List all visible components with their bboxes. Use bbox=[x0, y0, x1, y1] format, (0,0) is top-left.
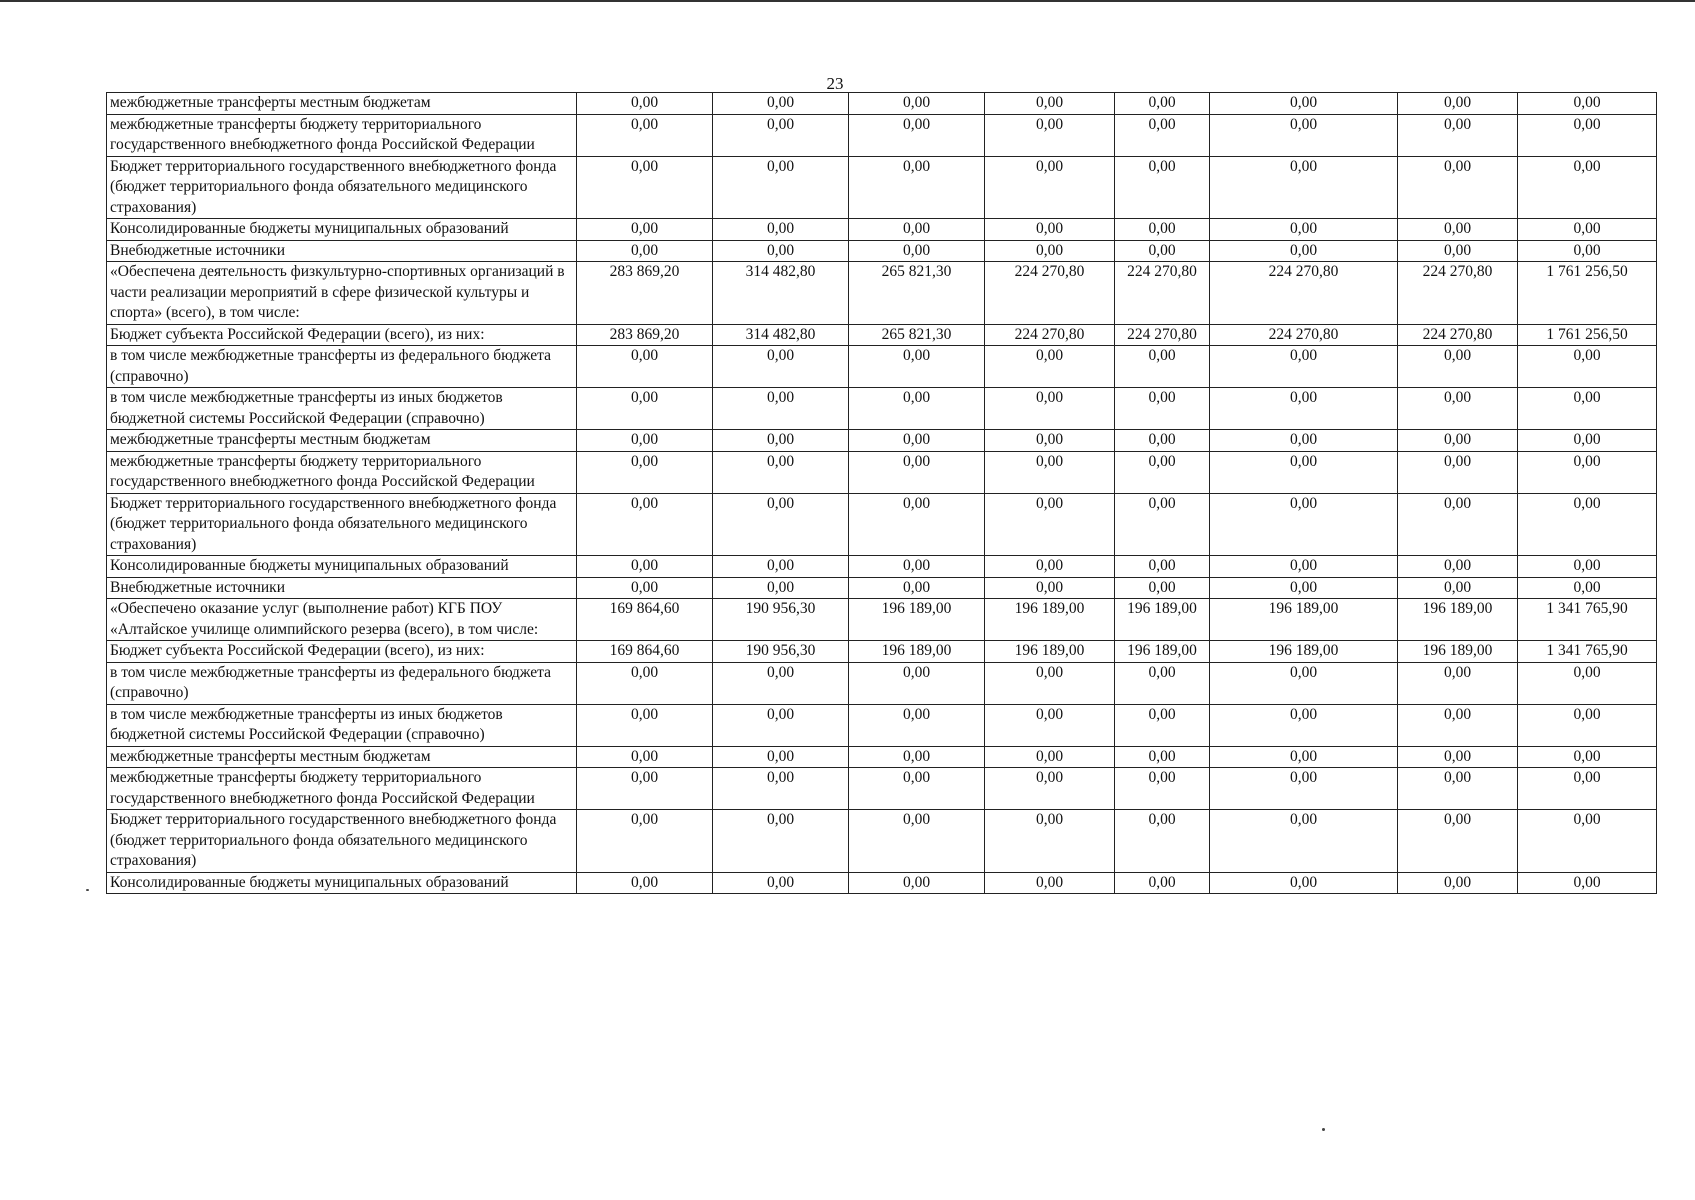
value-cell: 0,00 bbox=[985, 114, 1115, 156]
value-cell: 0,00 bbox=[1398, 156, 1518, 219]
value-cell: 0,00 bbox=[849, 662, 985, 704]
value-cell: 0,00 bbox=[1210, 430, 1398, 452]
table-row bbox=[107, 156, 1657, 219]
value-cell: 0,00 bbox=[1210, 704, 1398, 746]
value-cell: 0,00 bbox=[1210, 662, 1398, 704]
value-cell: 224 270,80 bbox=[1398, 262, 1518, 325]
value-cell: 0,00 bbox=[985, 219, 1115, 241]
value-cell: 0,00 bbox=[1115, 114, 1210, 156]
value-cell: 0,00 bbox=[1115, 704, 1210, 746]
row-label: в том числе межбюджетные трансферты из иных бюджетов бюджетной системы Российской Федерации (справочно) bbox=[107, 704, 577, 746]
value-cell: 0,00 bbox=[1518, 219, 1657, 241]
value-cell: 196 189,00 bbox=[1398, 641, 1518, 663]
scan-top-border bbox=[0, 0, 1695, 2]
value-cell: 224 270,80 bbox=[1210, 262, 1398, 325]
value-cell: 0,00 bbox=[1210, 556, 1398, 578]
value-cell: 0,00 bbox=[849, 810, 985, 873]
value-cell: 0,00 bbox=[985, 872, 1115, 894]
value-cell: 265 821,30 bbox=[849, 262, 985, 325]
value-cell: 1 761 256,50 bbox=[1518, 262, 1657, 325]
value-cell: 0,00 bbox=[1115, 556, 1210, 578]
value-cell: 0,00 bbox=[1518, 388, 1657, 430]
value-cell: 0,00 bbox=[1210, 346, 1398, 388]
value-cell: 0,00 bbox=[849, 93, 985, 115]
value-cell: 0,00 bbox=[1518, 872, 1657, 894]
value-cell: 0,00 bbox=[1518, 114, 1657, 156]
row-label: межбюджетные трансферты бюджету территориального государственного внебюджетного фонда Российской Федерации bbox=[107, 451, 577, 493]
value-cell: 0,00 bbox=[1210, 451, 1398, 493]
value-cell: 0,00 bbox=[1398, 872, 1518, 894]
value-cell: 0,00 bbox=[985, 810, 1115, 873]
table-row bbox=[107, 493, 1657, 556]
table-row bbox=[107, 324, 1657, 346]
row-label: в том числе межбюджетные трансферты из иных бюджетов бюджетной системы Российской Федерации (справочно) bbox=[107, 388, 577, 430]
value-cell: 169 864,60 bbox=[577, 641, 713, 663]
value-cell: 0,00 bbox=[985, 493, 1115, 556]
table-row bbox=[107, 556, 1657, 578]
value-cell: 0,00 bbox=[985, 451, 1115, 493]
value-cell: 0,00 bbox=[985, 430, 1115, 452]
page-number: 23 bbox=[826, 74, 844, 93]
value-cell: 0,00 bbox=[1518, 240, 1657, 262]
value-cell: 0,00 bbox=[713, 810, 849, 873]
value-cell: 224 270,80 bbox=[1115, 262, 1210, 325]
value-cell: 283 869,20 bbox=[577, 324, 713, 346]
value-cell: 0,00 bbox=[985, 556, 1115, 578]
value-cell: 0,00 bbox=[849, 493, 985, 556]
value-cell: 196 189,00 bbox=[849, 641, 985, 663]
row-label: Консолидированные бюджеты муниципальных образований bbox=[107, 219, 577, 241]
value-cell: 196 189,00 bbox=[1210, 599, 1398, 641]
value-cell: 0,00 bbox=[713, 114, 849, 156]
row-label: межбюджетные трансферты местным бюджетам bbox=[107, 93, 577, 115]
value-cell: 0,00 bbox=[713, 746, 849, 768]
value-cell: 0,00 bbox=[1115, 810, 1210, 873]
value-cell: 0,00 bbox=[577, 451, 713, 493]
value-cell: 169 864,60 bbox=[577, 599, 713, 641]
table-row bbox=[107, 599, 1657, 641]
value-cell: 0,00 bbox=[849, 746, 985, 768]
value-cell: 0,00 bbox=[1398, 240, 1518, 262]
value-cell: 196 189,00 bbox=[1115, 599, 1210, 641]
value-cell: 0,00 bbox=[1115, 156, 1210, 219]
value-cell: 190 956,30 bbox=[713, 599, 849, 641]
table-row bbox=[107, 114, 1657, 156]
value-cell: 0,00 bbox=[713, 872, 849, 894]
row-label: Бюджет субъекта Российской Федерации (всего), из них: bbox=[107, 641, 577, 663]
value-cell: 0,00 bbox=[1518, 493, 1657, 556]
value-cell: 0,00 bbox=[849, 114, 985, 156]
value-cell: 190 956,30 bbox=[713, 641, 849, 663]
table-row bbox=[107, 262, 1657, 325]
value-cell: 0,00 bbox=[1398, 219, 1518, 241]
value-cell: 0,00 bbox=[577, 810, 713, 873]
value-cell: 196 189,00 bbox=[1210, 641, 1398, 663]
value-cell: 0,00 bbox=[577, 556, 713, 578]
value-cell: 0,00 bbox=[577, 430, 713, 452]
value-cell: 0,00 bbox=[577, 493, 713, 556]
value-cell: 0,00 bbox=[1398, 430, 1518, 452]
value-cell: 265 821,30 bbox=[849, 324, 985, 346]
value-cell: 0,00 bbox=[1518, 93, 1657, 115]
value-cell: 0,00 bbox=[577, 662, 713, 704]
value-cell: 0,00 bbox=[1210, 114, 1398, 156]
value-cell: 0,00 bbox=[713, 493, 849, 556]
value-cell: 0,00 bbox=[985, 346, 1115, 388]
value-cell: 0,00 bbox=[1398, 114, 1518, 156]
row-label: Консолидированные бюджеты муниципальных образований bbox=[107, 556, 577, 578]
value-cell: 224 270,80 bbox=[1398, 324, 1518, 346]
value-cell: 0,00 bbox=[1518, 451, 1657, 493]
value-cell: 0,00 bbox=[985, 240, 1115, 262]
value-cell: 0,00 bbox=[985, 768, 1115, 810]
value-cell: 0,00 bbox=[849, 430, 985, 452]
value-cell: 0,00 bbox=[577, 746, 713, 768]
value-cell: 283 869,20 bbox=[577, 262, 713, 325]
value-cell: 0,00 bbox=[1115, 93, 1210, 115]
value-cell: 0,00 bbox=[849, 219, 985, 241]
value-cell: 1 761 256,50 bbox=[1518, 324, 1657, 346]
value-cell: 0,00 bbox=[713, 219, 849, 241]
value-cell: 0,00 bbox=[985, 156, 1115, 219]
value-cell: 0,00 bbox=[1398, 577, 1518, 599]
value-cell: 0,00 bbox=[1398, 451, 1518, 493]
value-cell: 0,00 bbox=[713, 768, 849, 810]
table-row bbox=[107, 240, 1657, 262]
row-label: в том числе межбюджетные трансферты из федерального бюджета (справочно) bbox=[107, 662, 577, 704]
table-row bbox=[107, 704, 1657, 746]
value-cell: 0,00 bbox=[985, 577, 1115, 599]
budget-table bbox=[106, 92, 1657, 894]
table-row bbox=[107, 346, 1657, 388]
value-cell: 0,00 bbox=[1398, 493, 1518, 556]
value-cell: 0,00 bbox=[1518, 768, 1657, 810]
value-cell: 0,00 bbox=[577, 768, 713, 810]
value-cell: 0,00 bbox=[577, 388, 713, 430]
value-cell: 0,00 bbox=[1115, 768, 1210, 810]
value-cell: 0,00 bbox=[1518, 662, 1657, 704]
scan-dot bbox=[1322, 1128, 1325, 1131]
budget-table-body bbox=[107, 93, 1657, 894]
value-cell: 0,00 bbox=[1210, 872, 1398, 894]
value-cell: 0,00 bbox=[1210, 388, 1398, 430]
value-cell: 0,00 bbox=[985, 746, 1115, 768]
value-cell: 0,00 bbox=[849, 388, 985, 430]
value-cell: 224 270,80 bbox=[1115, 324, 1210, 346]
value-cell: 0,00 bbox=[1210, 93, 1398, 115]
value-cell: 0,00 bbox=[1518, 556, 1657, 578]
value-cell: 196 189,00 bbox=[1398, 599, 1518, 641]
value-cell: 196 189,00 bbox=[985, 641, 1115, 663]
value-cell: 314 482,80 bbox=[713, 262, 849, 325]
value-cell: 0,00 bbox=[713, 156, 849, 219]
table-row bbox=[107, 451, 1657, 493]
table-row bbox=[107, 768, 1657, 810]
value-cell: 0,00 bbox=[713, 346, 849, 388]
table-row bbox=[107, 746, 1657, 768]
value-cell: 0,00 bbox=[1115, 430, 1210, 452]
value-cell: 0,00 bbox=[1115, 388, 1210, 430]
value-cell: 224 270,80 bbox=[985, 262, 1115, 325]
value-cell: 0,00 bbox=[1210, 156, 1398, 219]
value-cell: 196 189,00 bbox=[849, 599, 985, 641]
value-cell: 0,00 bbox=[713, 430, 849, 452]
table-row bbox=[107, 430, 1657, 452]
value-cell: 0,00 bbox=[1398, 662, 1518, 704]
value-cell: 0,00 bbox=[1518, 810, 1657, 873]
value-cell: 0,00 bbox=[1398, 346, 1518, 388]
value-cell: 0,00 bbox=[849, 704, 985, 746]
value-cell: 0,00 bbox=[577, 346, 713, 388]
value-cell: 0,00 bbox=[1518, 346, 1657, 388]
value-cell: 0,00 bbox=[577, 577, 713, 599]
value-cell: 0,00 bbox=[713, 388, 849, 430]
row-label: Бюджет территориального государственного внебюджетного фонда (бюджет территориального фонда обязательного медицинского страхования) bbox=[107, 810, 577, 873]
table-row bbox=[107, 662, 1657, 704]
value-cell: 0,00 bbox=[985, 704, 1115, 746]
value-cell: 0,00 bbox=[1210, 493, 1398, 556]
value-cell: 0,00 bbox=[577, 93, 713, 115]
value-cell: 0,00 bbox=[1398, 556, 1518, 578]
value-cell: 0,00 bbox=[1518, 577, 1657, 599]
value-cell: 0,00 bbox=[577, 240, 713, 262]
value-cell: 314 482,80 bbox=[713, 324, 849, 346]
value-cell: 0,00 bbox=[849, 240, 985, 262]
row-label: Бюджет субъекта Российской Федерации (всего), из них: bbox=[107, 324, 577, 346]
value-cell: 0,00 bbox=[1115, 577, 1210, 599]
row-label: «Обеспечено оказание услуг (выполнение работ) КГБ ПОУ «Алтайское училище олимпийского резерва (всего), в том числе: bbox=[107, 599, 577, 641]
value-cell: 0,00 bbox=[713, 704, 849, 746]
value-cell: 224 270,80 bbox=[1210, 324, 1398, 346]
row-label: межбюджетные трансферты местным бюджетам bbox=[107, 746, 577, 768]
value-cell: 0,00 bbox=[1518, 430, 1657, 452]
row-label: «Обеспечена деятельность физкультурно-спортивных организаций в части реализации мероприятий в сфере физической культуры и спорта» (всего), в том числе: bbox=[107, 262, 577, 325]
table-row bbox=[107, 641, 1657, 663]
value-cell: 0,00 bbox=[1398, 704, 1518, 746]
value-cell: 0,00 bbox=[849, 346, 985, 388]
value-cell: 196 189,00 bbox=[985, 599, 1115, 641]
value-cell: 0,00 bbox=[1210, 746, 1398, 768]
row-label: Бюджет территориального государственного внебюджетного фонда (бюджет территориального фонда обязательного медицинского страхования) bbox=[107, 156, 577, 219]
row-label: межбюджетные трансферты бюджету территориального государственного внебюджетного фонда Российской Федерации bbox=[107, 768, 577, 810]
value-cell: 0,00 bbox=[1115, 346, 1210, 388]
value-cell: 0,00 bbox=[1115, 219, 1210, 241]
table-row bbox=[107, 93, 1657, 115]
row-label: в том числе межбюджетные трансферты из федерального бюджета (справочно) bbox=[107, 346, 577, 388]
table-row bbox=[107, 810, 1657, 873]
value-cell: 0,00 bbox=[849, 577, 985, 599]
value-cell: 1 341 765,90 bbox=[1518, 641, 1657, 663]
value-cell: 0,00 bbox=[1398, 810, 1518, 873]
value-cell: 0,00 bbox=[1398, 93, 1518, 115]
value-cell: 0,00 bbox=[1518, 156, 1657, 219]
value-cell: 0,00 bbox=[1398, 768, 1518, 810]
value-cell: 0,00 bbox=[849, 556, 985, 578]
row-label: Внебюджетные источники bbox=[107, 577, 577, 599]
value-cell: 0,00 bbox=[1210, 810, 1398, 873]
value-cell: 0,00 bbox=[849, 872, 985, 894]
value-cell: 196 189,00 bbox=[1115, 641, 1210, 663]
value-cell: 0,00 bbox=[1398, 746, 1518, 768]
value-cell: 224 270,80 bbox=[985, 324, 1115, 346]
table-row bbox=[107, 577, 1657, 599]
value-cell: 0,00 bbox=[1115, 451, 1210, 493]
value-cell: 0,00 bbox=[713, 451, 849, 493]
value-cell: 0,00 bbox=[577, 219, 713, 241]
value-cell: 0,00 bbox=[577, 156, 713, 219]
value-cell: 0,00 bbox=[849, 156, 985, 219]
table-row bbox=[107, 219, 1657, 241]
row-label: межбюджетные трансферты местным бюджетам bbox=[107, 430, 577, 452]
value-cell: 0,00 bbox=[1518, 746, 1657, 768]
value-cell: 0,00 bbox=[577, 114, 713, 156]
value-cell: 0,00 bbox=[1210, 577, 1398, 599]
value-cell: 0,00 bbox=[985, 662, 1115, 704]
value-cell: 0,00 bbox=[1115, 872, 1210, 894]
table-row bbox=[107, 388, 1657, 430]
row-label: межбюджетные трансферты бюджету территориального государственного внебюджетного фонда Российской Федерации bbox=[107, 114, 577, 156]
value-cell: 0,00 bbox=[849, 451, 985, 493]
value-cell: 0,00 bbox=[1398, 388, 1518, 430]
value-cell: 0,00 bbox=[713, 240, 849, 262]
table-row bbox=[107, 872, 1657, 894]
value-cell: 0,00 bbox=[1115, 662, 1210, 704]
value-cell: 0,00 bbox=[577, 872, 713, 894]
value-cell: 0,00 bbox=[1518, 704, 1657, 746]
scan-dot bbox=[86, 889, 89, 891]
row-label: Бюджет территориального государственного внебюджетного фонда (бюджет территориального фонда обязательного медицинского страхования) bbox=[107, 493, 577, 556]
value-cell: 0,00 bbox=[713, 93, 849, 115]
value-cell: 0,00 bbox=[713, 556, 849, 578]
value-cell: 0,00 bbox=[1115, 240, 1210, 262]
value-cell: 0,00 bbox=[849, 768, 985, 810]
value-cell: 0,00 bbox=[713, 577, 849, 599]
value-cell: 0,00 bbox=[1115, 493, 1210, 556]
value-cell: 0,00 bbox=[985, 388, 1115, 430]
value-cell: 0,00 bbox=[1210, 219, 1398, 241]
value-cell: 0,00 bbox=[713, 662, 849, 704]
value-cell: 0,00 bbox=[577, 704, 713, 746]
value-cell: 0,00 bbox=[1210, 768, 1398, 810]
value-cell: 1 341 765,90 bbox=[1518, 599, 1657, 641]
row-label: Внебюджетные источники bbox=[107, 240, 577, 262]
value-cell: 0,00 bbox=[1210, 240, 1398, 262]
value-cell: 0,00 bbox=[985, 93, 1115, 115]
row-label: Консолидированные бюджеты муниципальных образований bbox=[107, 872, 577, 894]
value-cell: 0,00 bbox=[1115, 746, 1210, 768]
